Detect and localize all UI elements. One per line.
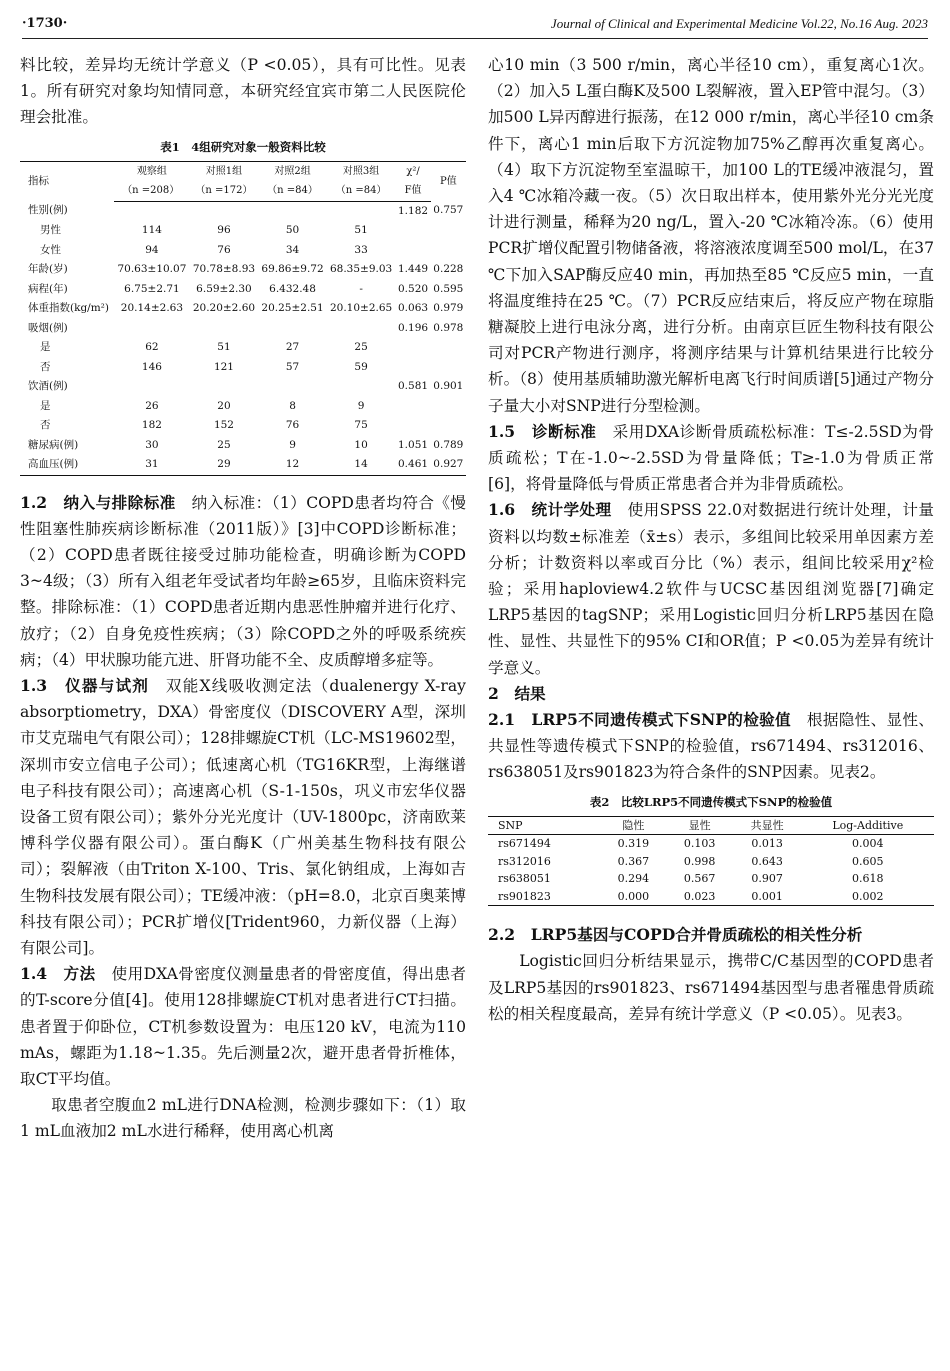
table-cell — [190, 319, 259, 339]
table-cell: 34 — [285, 243, 300, 256]
table-cell: 114 — [141, 224, 162, 237]
table-cell: 75 — [354, 419, 368, 432]
table-cell: 0.004 — [852, 837, 884, 851]
section-2-title: 2 结果 — [488, 683, 546, 703]
table-cell — [395, 416, 430, 436]
table-cell: 51 — [217, 341, 231, 354]
table-cell: 否 — [40, 360, 51, 373]
section-2-1-body: 根据隐性、显性、共显性等遗传模式下SNP的检验值，rs671494、rs312016、rs638051及rs901823为符合条件的SNP因素。见表2。 — [488, 711, 934, 782]
table-cell: 146 — [141, 360, 162, 373]
t1-header-indicator: 指标 — [20, 161, 114, 201]
table-cell — [431, 221, 466, 241]
table-cell — [190, 377, 259, 397]
table-cell: 0.002 — [802, 888, 934, 906]
table-cell: 饮酒(例) — [28, 380, 68, 393]
table-cell: 0.013 — [751, 837, 783, 851]
journal-info: Journal of Clinical and Experimental Medicine Vol.22, No.16 Aug. 2023 — [550, 16, 928, 31]
table-cell: 0.757 — [433, 204, 464, 217]
table-cell: 是 — [40, 341, 51, 354]
table-cell: 9 — [357, 399, 365, 412]
table-cell: 20.10±2.65 — [329, 302, 393, 315]
t1-header-g1n: （n =208） — [114, 181, 189, 201]
table-row — [20, 436, 466, 456]
section-1-4 — [20, 961, 466, 1092]
table-cell: 性别(例) — [28, 204, 68, 217]
section-1-6-title: 1.6 统计学处理 — [488, 500, 612, 520]
t1-header-g3: 对照2组 — [258, 161, 327, 181]
section-2-1-title: 2.1 LRP5不同遗传模式下SNP的检验值 — [488, 710, 791, 730]
table-cell: 0.998 — [683, 854, 716, 868]
section-1-2 — [20, 490, 466, 673]
table-cell — [114, 377, 189, 397]
table-cell: 0.927 — [431, 455, 466, 475]
table-cell: 0.000 — [600, 888, 666, 906]
table-cell: rs671494 — [498, 837, 551, 851]
section-2-2-body: Logistic回归分析结果显示，携带C/C基因型的COPD患者及LRP5基因的rs901823、rs671494基因型与患者罹患骨质疏松的相关程度最高，差异有统计学意义（P <0.05）。见表3。 — [488, 952, 934, 1023]
page-number: ·1730· — [22, 16, 68, 31]
table-cell: 0.901 — [433, 380, 464, 393]
table-header-cell: Log-Additive — [802, 816, 934, 835]
section-2-1 — [488, 707, 934, 786]
section-1-6 — [488, 497, 934, 680]
t1-header-g3n: （n =84） — [258, 181, 327, 201]
t1-header-g2n: （n =172） — [190, 181, 259, 201]
table-cell: 0.228 — [433, 263, 464, 276]
section-1-3-title: 1.3 仪器与试剂 — [20, 676, 150, 696]
table-cell — [395, 338, 430, 358]
table-cell: 26 — [145, 399, 159, 412]
table-row — [488, 870, 934, 888]
table-cell: 0.001 — [733, 888, 802, 906]
table-row — [20, 416, 466, 436]
table-row — [20, 358, 466, 378]
section-1-4-body-2: 取患者空腹血2 mL进行DNA检测，检测步骤如下：（1）取1 mL血液加2 mL水进行稀释，使用离心机离 — [20, 1096, 466, 1141]
table-cell: 6.75±2.71 — [124, 282, 180, 295]
table-row — [488, 853, 934, 871]
table-cell — [258, 319, 327, 339]
table-cell — [327, 319, 396, 339]
table-row — [20, 241, 466, 261]
table-cell — [114, 201, 189, 221]
table-header-cell: 显性 — [667, 816, 733, 835]
table-cell: rs312016 — [498, 854, 551, 868]
section-2-2-title: 2.2 LRP5基因与COPD合并骨质疏松的相关性分析 — [488, 925, 863, 945]
table2 — [488, 816, 934, 907]
t1-header-g2: 对照1组 — [190, 161, 259, 181]
table-cell: 病程(年) — [28, 282, 68, 295]
table-cell: 29 — [190, 455, 259, 475]
table-cell: 0.319 — [617, 837, 650, 851]
table-row — [20, 455, 466, 475]
table-cell: 0.979 — [433, 302, 464, 315]
table-cell: 182 — [141, 419, 162, 432]
page-header — [22, 14, 928, 36]
table-header-cell: SNP — [488, 816, 600, 835]
table-cell: 0.581 — [398, 380, 429, 393]
table-cell: 14 — [327, 455, 396, 475]
table-cell: 高血压(例) — [20, 455, 114, 475]
table-cell: 糖尿病(例) — [28, 438, 79, 451]
t1-header-chi: χ²/ — [395, 161, 430, 181]
table-cell: rs901823 — [488, 888, 600, 906]
table-cell — [190, 201, 259, 221]
table-cell: 0.567 — [683, 872, 716, 886]
method-steps-continued: 心10 min（3 500 r/min，离心半径10 cm），重复离心1次。（2）加入5 L蛋白酶K及500 L裂解液，置入EP管中混匀。（3）加500 L异丙醇进行振荡，在12 000 r/min，离心半径10 cm条件下，离心1 min后取下方沉淀物加75%乙醇再次重复离心。（4）取下方沉淀物至室温晾干，加100 L的TE缓冲液混匀，置入4 ℃冰箱冷藏一夜。（5）次日取出样本，使用紫外光分光光度计进行测量，稀释为20 ng/L，置入-20 ℃冰箱冷冻。（6）使用PCR扩增仪配置引物储备液，将溶液浓度调至500 mol/L，在37 ℃下加入SAP酶反应40 min，再加热至85 ℃反应5 min，一直将温度维持在25 ℃。（7）PCR反应结束后，将反应产物在琼脂糖凝胶上进行电泳分离，进行分析。由南京巨匠生物科技有限公司对PCR产物进行测序，将测序结果与计算机结果进行比较分析。（8）使用基质辅助激光解析电离飞行时间质谱[5]通过产物分子量大小对SNP进行分型检测。 — [488, 56, 934, 415]
table-cell — [431, 358, 466, 378]
t1-header-g4n: （n =84） — [327, 181, 396, 201]
table-cell: 68.35±9.03 — [329, 263, 393, 276]
table-row — [20, 260, 466, 280]
table-cell: 12 — [258, 455, 327, 475]
table-cell: 20 — [217, 399, 231, 412]
table-cell: 20.14±2.63 — [120, 302, 184, 315]
table-cell: 体重指数(kg/m²) — [28, 302, 109, 315]
section-1-4-body: 使用DXA骨密度仪测量患者的骨密度值，得出患者的T-score分值[4]。使用128排螺旋CT机对患者进行CT扫描。患者置于仰卧位，CT机参数设置为：电压120 kV，电流为110 mAs，螺距为1.18~1.35。先后测量2次，避开患者骨折椎体，取CT平均值。 — [20, 965, 466, 1089]
table-row — [20, 397, 466, 417]
table-cell: 31 — [114, 455, 189, 475]
table2-caption: 表2 比较LRP5不同遗传模式下SNP的检验值 — [589, 794, 833, 809]
table1-caption: 表1 4组研究对象一般资料比较 — [160, 139, 326, 154]
table1 — [20, 161, 466, 476]
table-cell: 0.063 — [398, 302, 429, 315]
table-cell — [395, 221, 430, 241]
table-cell — [431, 241, 466, 261]
table-cell: 70.78±8.93 — [192, 263, 256, 276]
t1-header-g4: 对照3组 — [327, 161, 396, 181]
table-cell: 59 — [354, 360, 368, 373]
table-cell: 1.051 — [398, 438, 429, 451]
table-cell: 0.461 — [395, 455, 430, 475]
section-1-5 — [488, 419, 934, 498]
table-cell: 50 — [285, 224, 300, 237]
table-cell: 96 — [217, 224, 231, 237]
table-row — [20, 319, 466, 339]
table-row — [20, 377, 466, 397]
table-cell: 0.789 — [433, 438, 464, 451]
section-1-2-title: 1.2 纳入与排除标准 — [20, 492, 176, 512]
table-row — [20, 280, 466, 300]
table-cell: 33 — [354, 243, 368, 256]
table-cell: 0.367 — [617, 854, 650, 868]
table-cell — [114, 319, 189, 339]
right-column — [488, 52, 934, 1027]
table-cell: rs638051 — [498, 872, 551, 886]
table-cell — [431, 397, 466, 417]
t1-header-p: P值 — [431, 161, 466, 201]
table-cell: 9 — [289, 438, 296, 451]
table-cell: 8 — [289, 399, 296, 412]
table-cell: 0.978 — [433, 321, 464, 334]
table-cell: 0.907 — [751, 872, 783, 886]
table-cell: 6.432.48 — [269, 282, 316, 295]
table-cell — [395, 397, 430, 417]
table-cell — [431, 338, 466, 358]
table-cell — [395, 358, 430, 378]
table-cell: 1.182 — [398, 204, 429, 217]
table-cell — [327, 377, 396, 397]
table-cell: 25 — [217, 438, 231, 451]
table-cell: 男性 — [40, 224, 61, 237]
table-cell: 年龄(岁) — [28, 263, 68, 276]
table-row — [20, 201, 466, 221]
section-1-2-body: 纳入标准：（1）COPD患者均符合《慢性阻塞性肺疾病诊断标准（2011版）》[3]中COPD诊断标准；（2）COPD患者既往接受过肺功能检查，明确诊断为COPD 3~4级；（3）所有入组老年受试者均年龄≥65岁，且临床资料完整。排除标准：（1）COPD患者近期内患恶性肿瘤并进行化疗、放疗；（2）自身免疫性疾病；（3）除COPD之外的呼吸系统疾病；（4）甲状腺功能亢进、肝肾功能不全、皮质醇增多症等。 — [20, 493, 466, 669]
section-1-3-body: 双能X线吸收测定法（dualenergy X-ray absorptiometry，DXA）骨密度仪（DISCOVERY A型，深圳市艾克瑞电气有限公司）；128排螺旋CT机（LC-MS19602型，深圳市安立信电子公司）；低速离心机（TG16KR型，上海继谱电子科技有限公司）；高速离心机（S-1-150s，巩义市宏华仪器设备工贸有限公司）；紫外分光光度计（UV-1800pc，济南欧莱博科学仪器有限公司）。蛋白酶K（广州美基生物科技有限公司）；裂解液（由Triton X-100、Tris、氯化钠组成，上海如吉生物科技发展有限公司）；TE缓冲液：（pH=8.0，北京百奥莱博科技有限公司）；PCR扩增仪[Trident960，力新仪器（上海）有限公司]。 — [20, 677, 466, 958]
table-cell: 女性 — [40, 243, 61, 256]
table-cell: 0.618 — [852, 872, 884, 886]
table-cell: 1.449 — [398, 263, 429, 276]
table-cell — [327, 201, 396, 221]
header-rule — [22, 38, 928, 39]
table-cell: 0.196 — [398, 321, 429, 334]
intro-paragraph: 料比较，差异均无统计学意义（P <0.05），具有可比性。见表1。所有研究对象均知情同意，本研究经宜宾市第二人民医院伦理会批准。 — [20, 56, 466, 127]
table-cell: 152 — [213, 419, 234, 432]
table-row — [488, 888, 934, 906]
table-cell: 0.595 — [433, 282, 464, 295]
table-row — [488, 835, 934, 853]
table-cell: 0.294 — [617, 872, 650, 886]
table-cell: 0.520 — [398, 282, 429, 295]
table-cell: 是 — [40, 399, 51, 412]
table-cell — [395, 241, 430, 261]
table-cell: 20.20±2.60 — [192, 302, 256, 315]
table-cell: 69.86±9.72 — [261, 263, 324, 276]
table-row — [20, 221, 466, 241]
table-cell — [431, 416, 466, 436]
table-row — [20, 338, 466, 358]
table-cell: 吸烟(例) — [28, 321, 68, 334]
table-cell: 76 — [217, 243, 231, 256]
section-1-4-title: 1.4 方法 — [20, 964, 96, 984]
table-cell: 25 — [354, 341, 368, 354]
table-cell: 0.023 — [667, 888, 733, 906]
table-cell: 10 — [354, 438, 368, 451]
section-1-6-body: 使用SPSS 22.0对数据进行统计处理，计量资料以均数±标准差（x̄±s）表示，多组间比较采用单因素方差分析；计数资料以率或百分比（%）表示，组间比较采用χ²检验；采用haploview4.2软件与UCSC基因组浏览器[7]确定LRP5基因的tagSNP；采用Logistic回归分析LRP5基因在隐性、显性、共显性下的95% CI和OR值；P <0.05为差异有统计学意义。 — [488, 501, 934, 677]
table-header-cell: 隐性 — [600, 816, 666, 835]
table-cell: 57 — [285, 360, 300, 373]
table-header-cell: 共显性 — [733, 816, 802, 835]
table-cell: - — [359, 282, 363, 295]
table-cell: 51 — [354, 224, 368, 237]
table-cell: 0.643 — [751, 854, 783, 868]
table-cell: 62 — [145, 341, 159, 354]
table-cell: 30 — [145, 438, 159, 451]
table-cell: 76 — [285, 419, 300, 432]
section-1-5-title: 1.5 诊断标准 — [488, 421, 597, 441]
table-cell: 6.59±2.30 — [196, 282, 252, 295]
t1-header-g1: 观察组 — [114, 161, 189, 181]
table-cell: 0.103 — [683, 837, 716, 851]
table-cell: 0.605 — [852, 854, 884, 868]
table-cell: 70.63±10.07 — [117, 263, 187, 276]
section-1-5-body: 采用DXA诊断骨质疏松标准：T≤-2.5SD为骨质疏松；T在-1.0~-2.5SD为骨量降低；T≥-1.0为骨质正常[6]，将骨量降低与骨质正常患者合并为非骨质疏松。 — [488, 422, 934, 494]
section-1-3 — [20, 673, 466, 961]
table-row — [20, 299, 466, 319]
table-cell: 121 — [213, 360, 234, 373]
table-cell — [258, 201, 327, 221]
table-cell: 27 — [285, 341, 300, 354]
table-cell: 否 — [40, 419, 51, 432]
table-cell: 20.25±2.51 — [261, 302, 324, 315]
table-cell — [258, 377, 327, 397]
t1-header-fval: F值 — [395, 181, 430, 201]
table-cell: 94 — [145, 243, 159, 256]
left-column — [20, 52, 466, 1145]
